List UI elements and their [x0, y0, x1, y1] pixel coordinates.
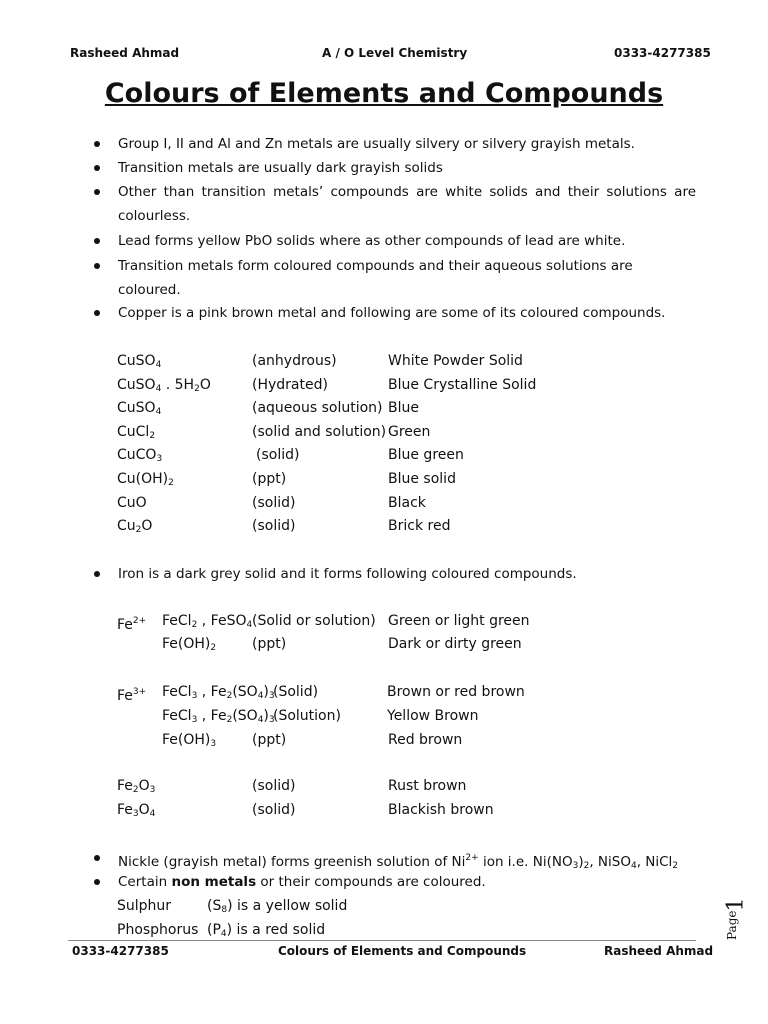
page-number-marker: [723, 890, 747, 942]
header-phone: 0333-4277385: [614, 46, 711, 60]
bullet-copper-intro: Copper is a pink brown metal and following are some of its coloured compounds.: [94, 301, 696, 325]
bullet-nonmetals: Certain non metals or their compounds are coloured.: [94, 870, 696, 894]
bullet-item: Transition metals form coloured compounds and their aqueous solutions are coloured.: [94, 254, 696, 302]
page-number: 1: [723, 897, 749, 912]
footer-divider: [68, 940, 696, 941]
page-label: Page: [725, 910, 739, 940]
footer-phone: 0333-4277385: [72, 944, 169, 958]
page-title: Colours of Elements and Compounds: [104, 78, 664, 109]
bullet-nickel: Nickle (grayish metal) forms greenish solution of $Ni^{2+}$ ion i.e. $Ni(NO_3)_2$, NiSO$_4$, NiCl$_2$: [94, 846, 696, 878]
bullet-item: Other than transition metals’ compounds are white solids and their solutions are colourless.: [94, 180, 696, 228]
bullet-item: Transition metals are usually dark grayish solids: [94, 156, 696, 180]
footer-author: Rasheed Ahmad: [604, 944, 714, 958]
header-subject: A / O Level Chemistry: [322, 46, 468, 60]
footer-title: Colours of Elements and Compounds: [278, 944, 527, 958]
bullet-item: Group I, II and Al and Zn metals are usually silvery or silvery grayish metals.: [94, 132, 696, 156]
header-author: Rasheed Ahmad: [70, 46, 180, 60]
bullet-iron-intro: Iron is a dark grey solid and it forms following coloured compounds.: [94, 562, 696, 586]
bullet-item: Lead forms yellow PbO solids where as other compounds of lead are white.: [94, 229, 696, 253]
